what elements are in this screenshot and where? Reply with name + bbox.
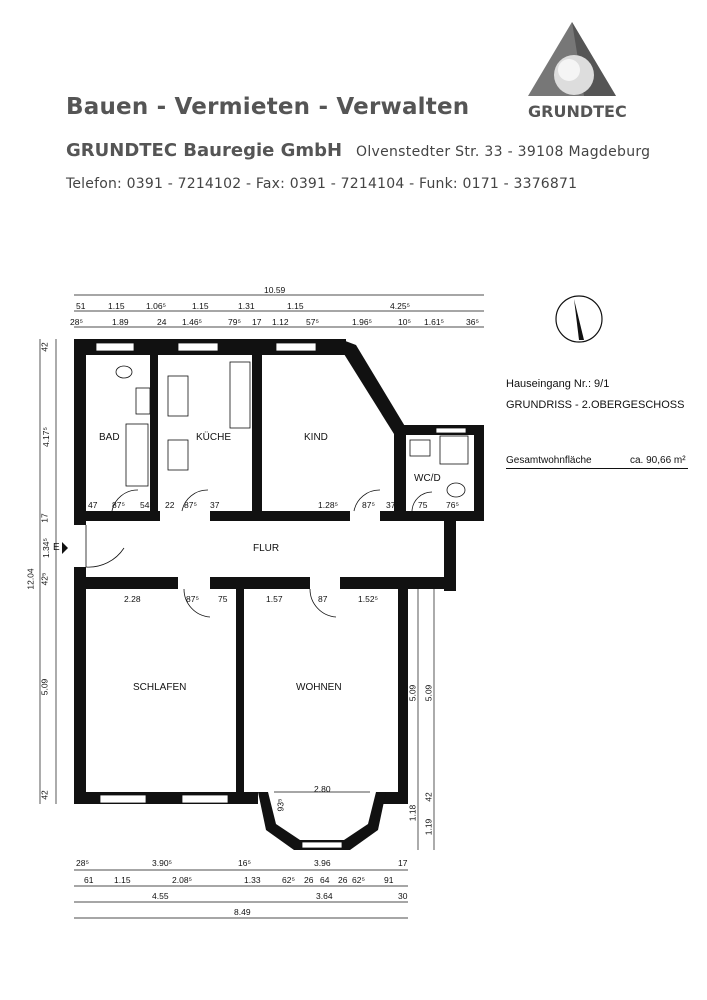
dim-in-up-8: 37⁵ xyxy=(386,500,399,510)
dim-left-4: 42⁵ xyxy=(39,572,50,586)
dim-in-lo-4: 87 xyxy=(318,594,328,604)
dim-in-up-1: 87⁵ xyxy=(112,500,125,510)
dim-in-up-10: 76⁵ xyxy=(446,500,459,510)
dim-bot-r1-3: 3.96 xyxy=(314,858,331,868)
tagline: Bauen - Vermieten - Verwalten xyxy=(66,94,470,120)
dim-top-r1-3: 1.15 xyxy=(192,301,209,311)
dim-in-lo-3: 1.57 xyxy=(266,594,283,604)
entry-arrow-icon xyxy=(62,542,68,554)
dim-top-r2-6: 1.12 xyxy=(272,317,289,327)
company-address: Olvenstedter Str. 33 - 39108 Magdeburg xyxy=(356,144,651,160)
dim-in-up-0: 47 xyxy=(88,500,98,510)
dim-top-r2-1: 1.89 xyxy=(112,317,129,327)
dim-bot-r2-2: 2.08⁵ xyxy=(172,875,193,885)
room-kind: KIND xyxy=(304,432,328,443)
dim-in-lo-0: 2.28 xyxy=(124,594,141,604)
entry-label: E xyxy=(53,542,60,553)
dim-bay-depth: 93⁵ xyxy=(275,798,286,812)
dim-bot-r2-6: 64 xyxy=(320,875,330,885)
dim-right-1: 5.09 xyxy=(423,684,434,702)
dim-right-2: 42 xyxy=(423,792,434,802)
dim-top-r2-10: 1.61⁵ xyxy=(424,317,445,327)
dim-in-up-7: 87⁵ xyxy=(362,500,375,510)
company-name: GRUNDTEC Bauregie GmbH xyxy=(66,140,343,161)
dim-top-r2-0: 28⁵ xyxy=(70,317,83,327)
dim-bot-r2-7: 26 xyxy=(338,875,348,885)
dim-right-4: 1.19 xyxy=(423,818,434,836)
dim-top-r2-2: 24 xyxy=(157,317,167,327)
dim-in-up-9: 75 xyxy=(418,500,428,510)
dim-bot-r2-5: 26 xyxy=(304,875,314,885)
dim-bot-r1-2: 16⁵ xyxy=(238,858,251,868)
dim-in-up-6: 1.28⁵ xyxy=(318,500,339,510)
dim-bot-r2-1: 1.15 xyxy=(114,875,131,885)
dim-top-r2-11: 36⁵ xyxy=(466,317,479,327)
dim-right-3: 1.18 xyxy=(407,804,418,822)
dim-right-0: 5.09 xyxy=(407,684,418,702)
dim-bay-width: 2.80 xyxy=(314,784,331,794)
dim-left-6: 42 xyxy=(39,790,50,800)
dim-top-r2-3: 1.46⁵ xyxy=(182,317,203,327)
logo-text: GRUNDTEC xyxy=(528,102,627,121)
dim-in-up-3: 22 xyxy=(165,500,175,510)
plan-title: GRUNDRISS - 2.OBERGESCHOSS xyxy=(506,399,685,411)
dim-bot-r3-0: 4.55 xyxy=(152,891,169,901)
dim-bot-r3-1: 3.64 xyxy=(316,891,333,901)
dim-top-r2-9: 10⁵ xyxy=(398,317,411,327)
dim-bot-r1-0: 28⁵ xyxy=(76,858,89,868)
dim-left-2: 17 xyxy=(39,513,50,523)
dim-bot-r2-9: 91 xyxy=(384,875,394,885)
dim-in-lo-1: 87⁵ xyxy=(186,594,199,604)
dim-top-r2-4: 79⁵ xyxy=(228,317,241,327)
room-wohnen: WOHNEN xyxy=(296,682,342,693)
dim-bot-total: 8.49 xyxy=(234,907,251,917)
room-schlafen: SCHLAFEN xyxy=(133,682,187,693)
dim-left-5: 5.09 xyxy=(39,678,50,696)
room-bad: BAD xyxy=(99,432,120,443)
area-value: ca. 90,66 m² xyxy=(630,455,686,466)
dim-bot-r1-1: 3.90⁵ xyxy=(152,858,173,868)
dim-top-r1-1: 1.15 xyxy=(108,301,125,311)
dim-top-r1-4: 1.31 xyxy=(238,301,255,311)
company-contact: Telefon: 0391 - 7214102 - Fax: 0391 - 7214104 - Funk: 0171 - 3376871 xyxy=(66,176,578,192)
dim-in-up-5: 37 xyxy=(210,500,220,510)
dim-bot-r2-0: 61 xyxy=(84,875,94,885)
dim-top-r1-2: 1.06⁵ xyxy=(146,301,167,311)
entrance-number: Hauseingang Nr.: 9/1 xyxy=(506,378,610,390)
dim-top-total: 10.59 xyxy=(264,285,286,295)
dim-bot-r1-4: 17 xyxy=(398,858,408,868)
dim-top-r1-0: 51 xyxy=(76,301,86,311)
dim-bot-r2-3: 1.33 xyxy=(244,875,261,885)
dim-left-total: 12.04 xyxy=(25,568,36,590)
room-kueche: KÜCHE xyxy=(196,432,232,443)
room-wcd: WC/D xyxy=(414,473,441,484)
dim-left-0: 42 xyxy=(39,342,50,352)
dim-bot-r2-8: 62⁵ xyxy=(352,875,365,885)
dim-in-lo-5: 1.52⁵ xyxy=(358,594,379,604)
dim-bot-r3-2: 30 xyxy=(398,891,408,901)
dim-bot-r2-4: 62⁵ xyxy=(282,875,295,885)
room-flur: FLUR xyxy=(253,543,280,554)
dim-top-r2-7: 57⁵ xyxy=(306,317,319,327)
dim-top-r2-5: 17 xyxy=(252,317,262,327)
dim-in-lo-2: 75 xyxy=(218,594,228,604)
dim-left-3: 1.34⁵ xyxy=(41,537,52,559)
dim-left-1: 4.17⁵ xyxy=(41,426,52,448)
dim-in-up-2: 54⁵ xyxy=(140,500,153,510)
dim-top-r1-5: 1.15 xyxy=(287,301,304,311)
dim-top-r2-8: 1.96⁵ xyxy=(352,317,373,327)
area-label: Gesamtwohnfläche xyxy=(506,455,592,466)
dim-top-r1-6: 4.25⁵ xyxy=(390,301,411,311)
dim-in-up-4: 87⁵ xyxy=(184,500,197,510)
